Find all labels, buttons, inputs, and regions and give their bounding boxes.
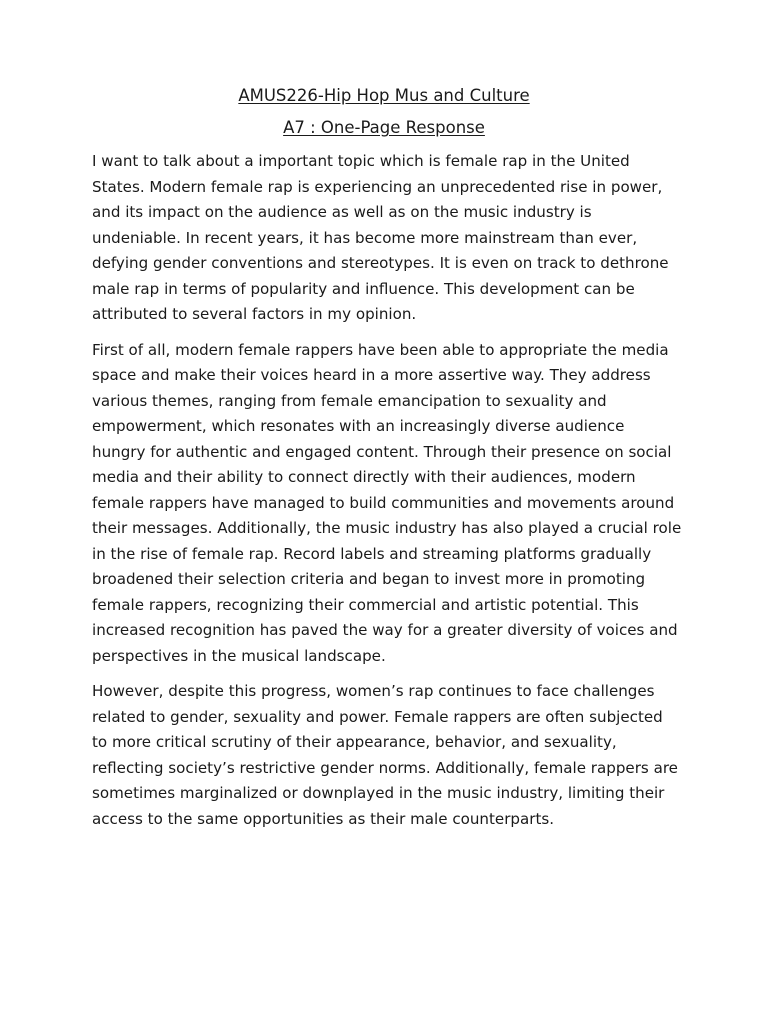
paragraph-rise-factors: First of all, modern female rappers have been able to appropriate the media space and make their voices heard in a more assertive way. They address various themes, ranging from female emancipation to sexuality and empowerment, which resonates with an increasingly diverse audience hungry for authentic and engaged content. Through their presence on social media and their ability to connect directly with their audiences, modern female rappers have managed to build communities and movements around their messages. Additionally, the music industry has also played a crucial role in the rise of female rap. Record labels and streaming platforms gradually broadened their selection criteria and began to invest more in promoting female rappers, recognizing their commercial and artistic potential. This increased recognition has paved the way for a greater diversity of voices and perspectives in the musical landscape.: [92, 340, 682, 665]
paragraph-challenges: However, despite this progress, women’s rap continues to face challenges related to gender, sexuality and power. Female rappers are often subjected to more critical scrutiny of their appearance, behavior, and sexuality, reflecting society’s restrictive gender norms. Additionally, female rappers are sometimes marginalized or downplayed in the music industry, limiting their access to the same opportunities as their male counterparts.: [92, 682, 678, 828]
course-title: AMUS226-Hip Hop Mus and Culture: [238, 86, 530, 105]
paragraph-intro: I want to talk about a important topic which is female rap in the United States. Modern female rap is experiencing an unprecedented rise in power, and its impact on the audience as well as on the music industry is undeniable. In recent years, it has become more mainstream than ever, defying gender conventions and stereotypes. It is even on track to dethrone male rap in terms of popularity and influence. This development can be attributed to several factors in my opinion.: [92, 152, 669, 323]
document-body: [92, 149, 682, 842]
assignment-title: A7 : One-Page Response: [283, 118, 485, 137]
